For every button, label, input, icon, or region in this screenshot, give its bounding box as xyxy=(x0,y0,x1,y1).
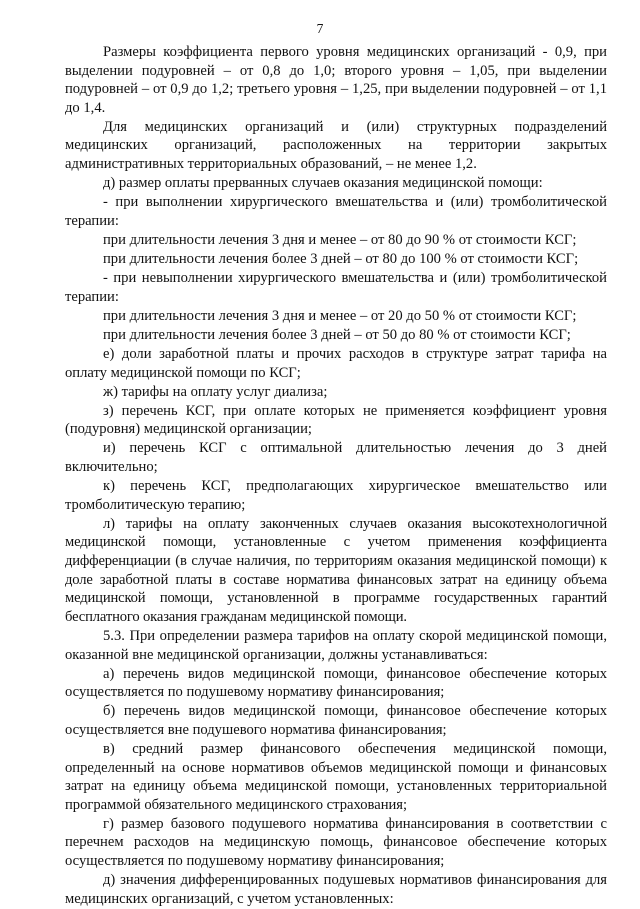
paragraph-item-i-ksg-optimal: и) перечень КСГ с оптимальной длительностью лечения до 3 дней включительно; xyxy=(65,440,607,476)
paragraph-surgery-short-treatment: при длительности лечения 3 дня и менее – от 80 до 90 % от стоимости КСГ; xyxy=(103,231,577,248)
paragraph-item-v: в) средний размер финансового обеспечения медицинской помощи, определенный на основе нормативов объемов медицинской помощи и финансовых затрат на единицу объема медицинской помощи, установленных территориальной программой обязательного медицинского страхования; xyxy=(65,740,607,813)
paragraph-item-d-differentiated: д) значения дифференцированных подушевых нормативов финансирования для медицинских организаций, с учетом установленных: xyxy=(65,872,607,907)
paragraph-item-b: б) перечень видов медицинской помощи, финансовое обеспечение которых осуществляется вне подушевого норматива финансирования; xyxy=(65,703,607,738)
page-number: 7 xyxy=(316,21,324,36)
paragraph-no-surgery-long-treatment: при длительности лечения более 3 дней – от 50 до 80 % от стоимости КСГ; xyxy=(103,326,571,343)
paragraph-no-surgery-short-treatment: при длительности лечения 3 дня и менее – от 20 до 50 % от стоимости КСГ; xyxy=(103,307,577,324)
paragraph-section-5-3: 5.3. При определении размера тарифов на оплату скорой медицинской помощи, оказанной вне медицинской организации, должны устанавливаться: xyxy=(65,627,607,663)
paragraph-item-d-interrupted-cases: д) размер оплаты прерванных случаев оказания медицинской помощи: xyxy=(103,175,543,192)
paragraph-with-surgery: - при выполнении хирургического вмешательства и (или) тромболитической терапии: xyxy=(65,194,607,229)
paragraph-item-g: г) размер базового подушевого норматива финансирования в соответствии с перечнем расходов на медицинскую помощь, финансовое обеспечение которых осуществляется по подушевому нормативу финансирования; xyxy=(65,815,607,870)
paragraph-level-coefficients: Размеры коэффициента первого уровня медицинских организаций - 0,9, при выделении подуровней – от 0,8 до 1,0; второго уровня – 1,05, при выделении подуровней – от 0,9 до 1,2; третьего уровня – 1,25, при выделении подуровней – от 1,1 до 1,4. xyxy=(65,44,607,116)
paragraph-item-a: а) перечень видов медицинской помощи, финансовое обеспечение которых осуществляется по подушевому нормативу финансирования; xyxy=(65,665,607,701)
paragraph-without-surgery: - при невыполнении хирургического вмешательства и (или) тромболитической терапии: xyxy=(65,270,607,305)
paragraph-item-l-high-tech: л) тарифы на оплату законченных случаев оказания высокотехнологичной медицинской помощи, установленные с учетом применения коэффициента дифференциации (в случае наличия, по территориям оказания медицинской помощи) к доле заработной платы в составе норматива финансовых затрат на единицу объема медицинской помощи, установленной в программе государственных гарантий бесплатного оказания гражданам медицинской помощи. xyxy=(65,515,607,625)
paragraph-item-e-salary-share: е) доли заработной платы и прочих расходов в структуре затрат тарифа на оплату медицинской помощи по КСГ; xyxy=(65,346,607,381)
paragraph-item-z-ksg-list: з) перечень КСГ, при оплате которых не применяется коэффициент уровня (подуровня) медицинской организации; xyxy=(65,402,607,438)
document-body xyxy=(65,43,607,909)
paragraph-item-zh-dialysis: ж) тарифы на оплату услуг диализа; xyxy=(103,383,328,400)
paragraph-item-k-ksg-surgery: к) перечень КСГ, предполагающих хирургическое вмешательство или тромболитическую терапию; xyxy=(65,478,607,513)
paragraph-closed-territories: Для медицинских организаций и (или) структурных подразделений медицинских организаций, расположенных на территории закрытых административных территориальных образований, – не менее 1,2. xyxy=(65,118,607,173)
paragraph-surgery-long-treatment: при длительности лечения более 3 дней – от 80 до 100 % от стоимости КСГ; xyxy=(103,251,579,268)
